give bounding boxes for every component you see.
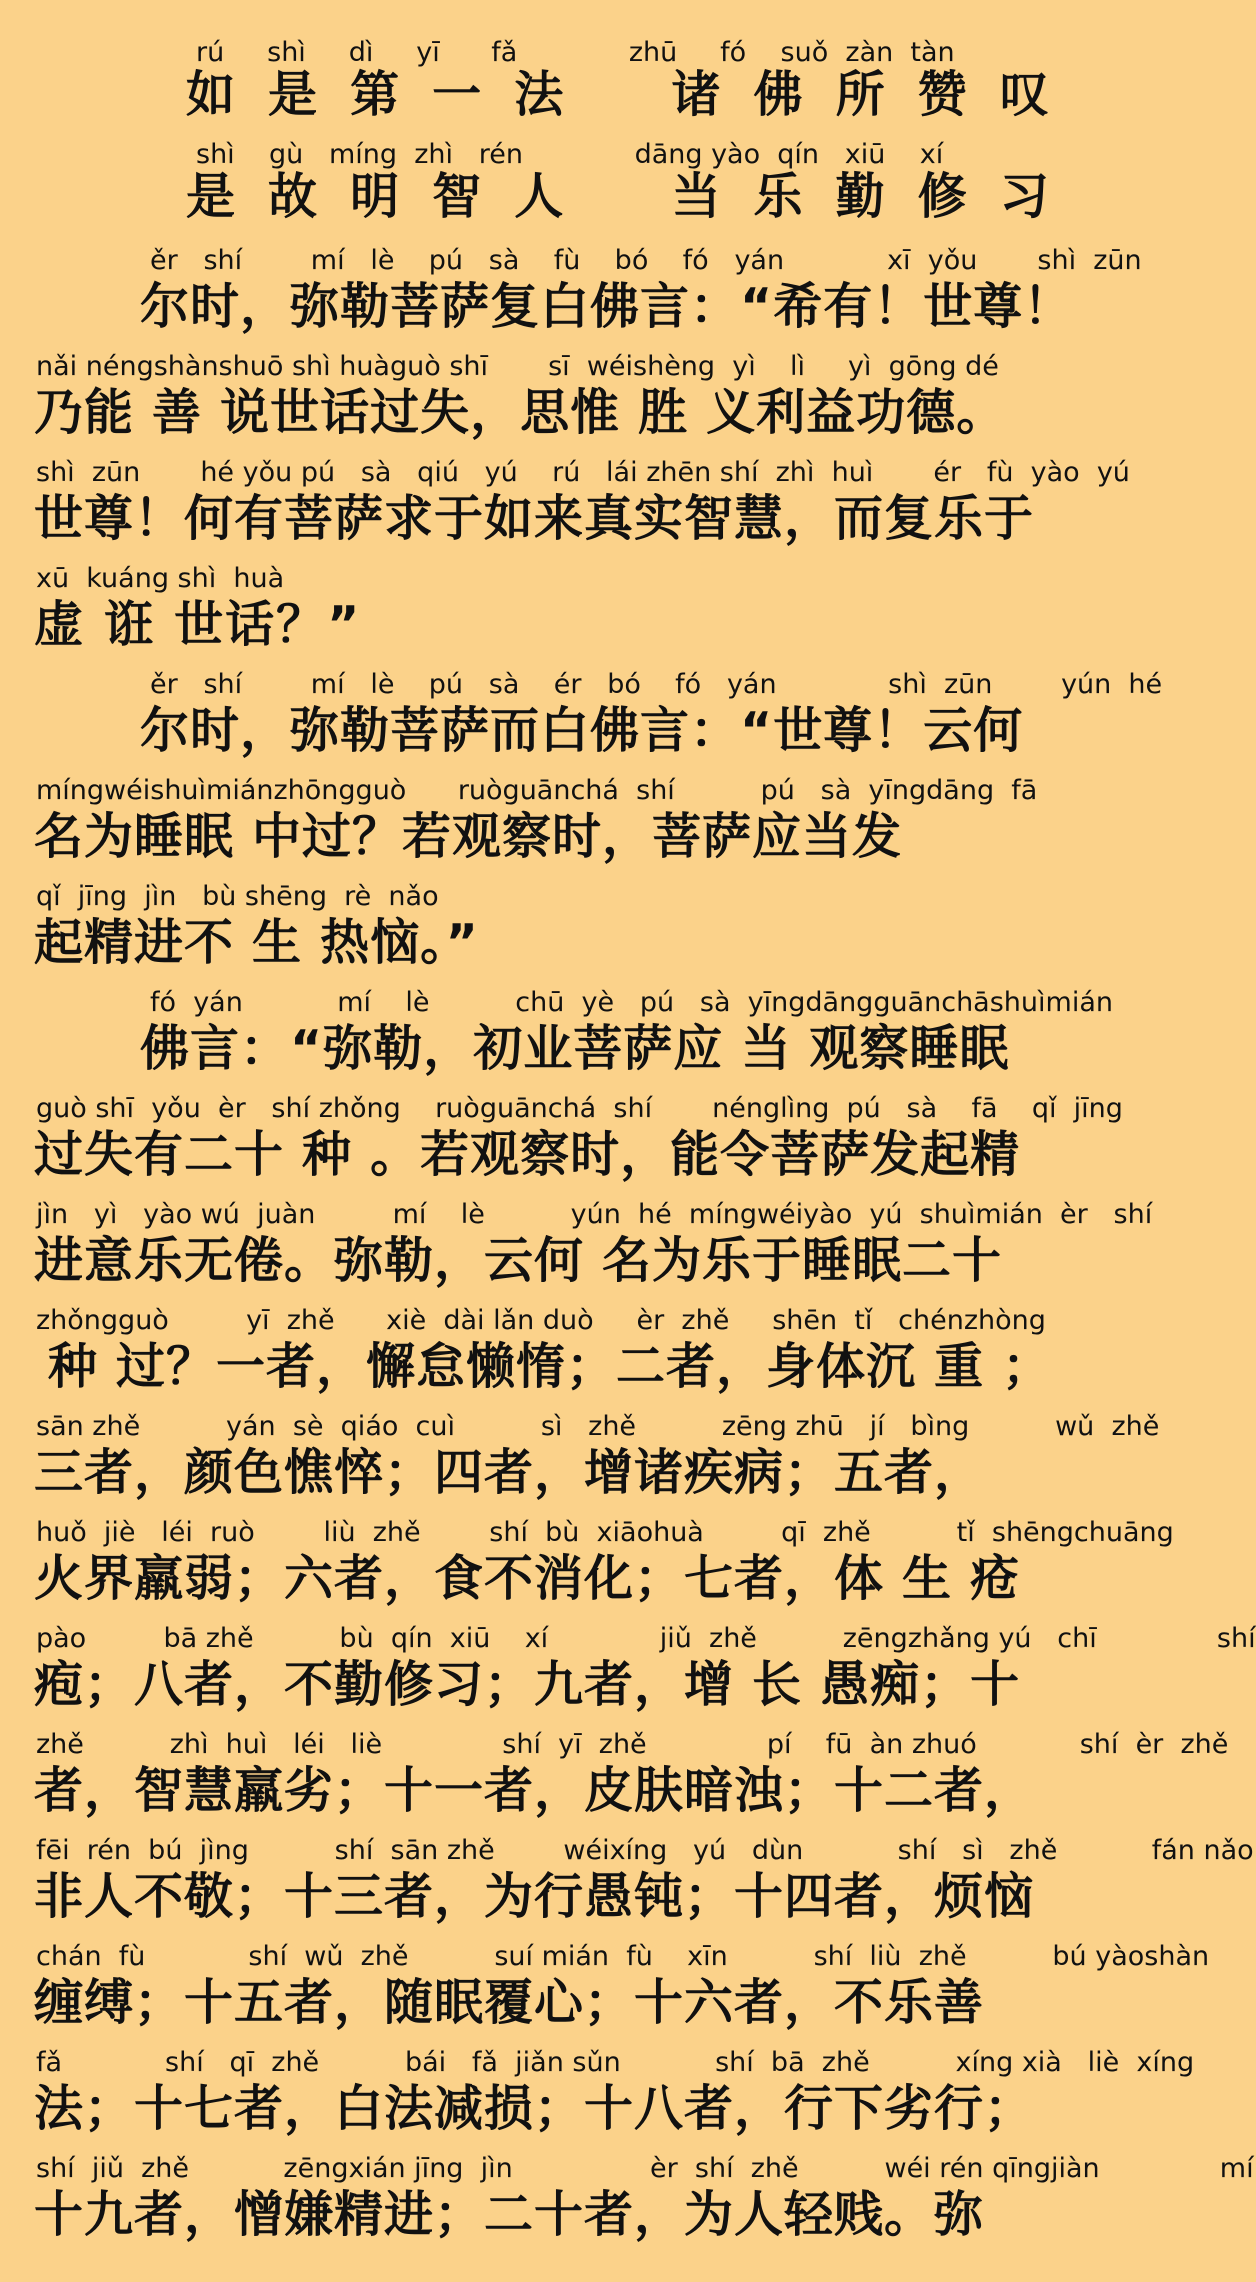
pinyin-annotation: ěr shí mí lè pú sà fù bó fó yán xī yǒu shì zūn xyxy=(150,245,1142,276)
pinyin-annotation: chán fù shí wǔ zhě suí mián fù xīn shí liù zhě bú yàoshàn xyxy=(36,1941,1210,1972)
scripture-text: 如 是 第 一 法 诸 佛 所 赞 叹 xyxy=(186,66,1057,123)
scripture-text: 十九者，憎嫌精进；二十者，为人轻贱。弥 xyxy=(34,2186,985,2243)
scripture-text: 虚 诳 世话？” xyxy=(34,596,362,653)
scripture-text: 世尊！何有菩萨求于如来真实智慧，而复乐于 xyxy=(34,490,1035,547)
scripture-text: 是 故 明 智 人 当 乐 勤 修 习 xyxy=(186,168,1057,225)
pinyin-annotation: rú shì dì yī fǎ zhū fó suǒ zàn tàn xyxy=(196,37,955,68)
scripture-text: 进意乐无倦。弥勒，云何 名为乐于睡眠二十 xyxy=(34,1232,1003,1289)
pinyin-annotation: ěr shí mí lè pú sà ér bó fó yán shì zūn yún hé xyxy=(150,669,1163,700)
scripture-text: 尔时，弥勒菩萨而白佛言：“世尊！云何 xyxy=(140,702,1024,759)
pinyin-annotation: qǐ jīng jìn bù shēng rè nǎo xyxy=(36,881,439,912)
pinyin-annotation: guò shī yǒu èr shí zhǒng ruòguānchá shí nénglìng pú sà fā qǐ jīng xyxy=(36,1093,1123,1124)
pinyin-annotation: nǎi néngshànshuō shì huàguò shī sī wéishèng yì lì yì gōng dé xyxy=(36,351,999,382)
pinyin-annotation: huǒ jiè léi ruò liù zhě shí bù xiāohuà qī zhě tǐ shēngchuāng xyxy=(36,1517,1174,1548)
pinyin-annotation: pào bā zhě bù qín xiū xí jiǔ zhě zēngzhǎng yú chī shí xyxy=(36,1623,1256,1654)
scripture-text: 过失有二十 种 。若观察时，能令菩萨发起精 xyxy=(34,1126,1021,1183)
pinyin-annotation: xū kuáng shì huà xyxy=(36,563,285,594)
pinyin-annotation: fó yán mí lè chū yè pú sà yīngdāngguānchāshuìmián xyxy=(150,987,1113,1018)
scripture-text: 尔时，弥勒菩萨复白佛言：“希有！世尊！ xyxy=(140,278,1074,335)
pinyin-annotation: zhě zhì huì léi liè shí yī zhě pí fū àn zhuó shí èr zhě xyxy=(36,1729,1229,1760)
scripture-text: 疱；八者，不勤修习；九者，增 长 愚痴；十 xyxy=(34,1656,1021,1713)
scripture-text: 法；十七者，白法减损；十八者，行下劣行； xyxy=(34,2080,1035,2137)
scripture-text: 非人不敬；十三者，为行愚钝；十四者，烦恼 xyxy=(34,1868,1035,1925)
scripture-text: 缠缚；十五者，随眠覆心；十六者，不乐善 xyxy=(34,1974,985,2031)
scripture-text: 者，智慧羸劣；十一者，皮肤暗浊；十二者， xyxy=(34,1762,1035,1819)
scripture-text: 佛言：“弥勒，初业菩萨应 当 观察睡眠 xyxy=(140,1020,1010,1077)
pinyin-annotation: zhǒngguò yī zhě xiè dài lǎn duò èr zhě shēn tǐ chénzhòng xyxy=(36,1305,1046,1336)
scripture-text: 火界羸弱；六者，食不消化；七者，体 生 疮 xyxy=(34,1550,1021,1607)
pinyin-annotation: fǎ shí qī zhě bái fǎ jiǎn sǔn shí bā zhě xíng xià liè xíng xyxy=(36,2047,1195,2078)
pinyin-annotation: shí jiǔ zhě zēngxián jīng jìn èr shí zhě wéi rén qīngjiàn mí xyxy=(36,2153,1254,2184)
scripture-text: 种 过？一者，懈怠懒惰；二者，身体沉 重 ； xyxy=(48,1338,1053,1395)
scripture-text: 起精进不 生 热恼。” xyxy=(34,914,479,971)
pinyin-annotation: shì zūn hé yǒu pú sà qiú yú rú lái zhēn shí zhì huì ér fù yào yú xyxy=(36,457,1130,488)
pinyin-annotation: sān zhě yán sè qiáo cuì sì zhě zēng zhū jí bìng wǔ zhě xyxy=(36,1411,1160,1442)
pinyin-annotation: jìn yì yào wú juàn mí lè yún hé míngwéiyào yú shuìmián èr shí xyxy=(36,1199,1153,1230)
scripture-text: 三者，颜色憔悴；四者，增诸疾病；五者， xyxy=(34,1444,985,1501)
pinyin-annotation: fēi rén bú jìng shí sān zhě wéixíng yú dùn shí sì zhě fán nǎo xyxy=(36,1835,1254,1866)
scripture-text: 乃能 善 说世话过失，思惟 胜 义利益功德。 xyxy=(34,384,1007,441)
pinyin-annotation: shì gù míng zhì rén dāng yào qín xiū xí xyxy=(196,139,944,170)
pinyin-annotation: míngwéishuìmiánzhōngguò ruòguānchá shí pú sà yīngdāng fā xyxy=(36,775,1038,806)
scripture-text: 名为睡眠 中过？若观察时，菩萨应当发 xyxy=(34,808,903,865)
